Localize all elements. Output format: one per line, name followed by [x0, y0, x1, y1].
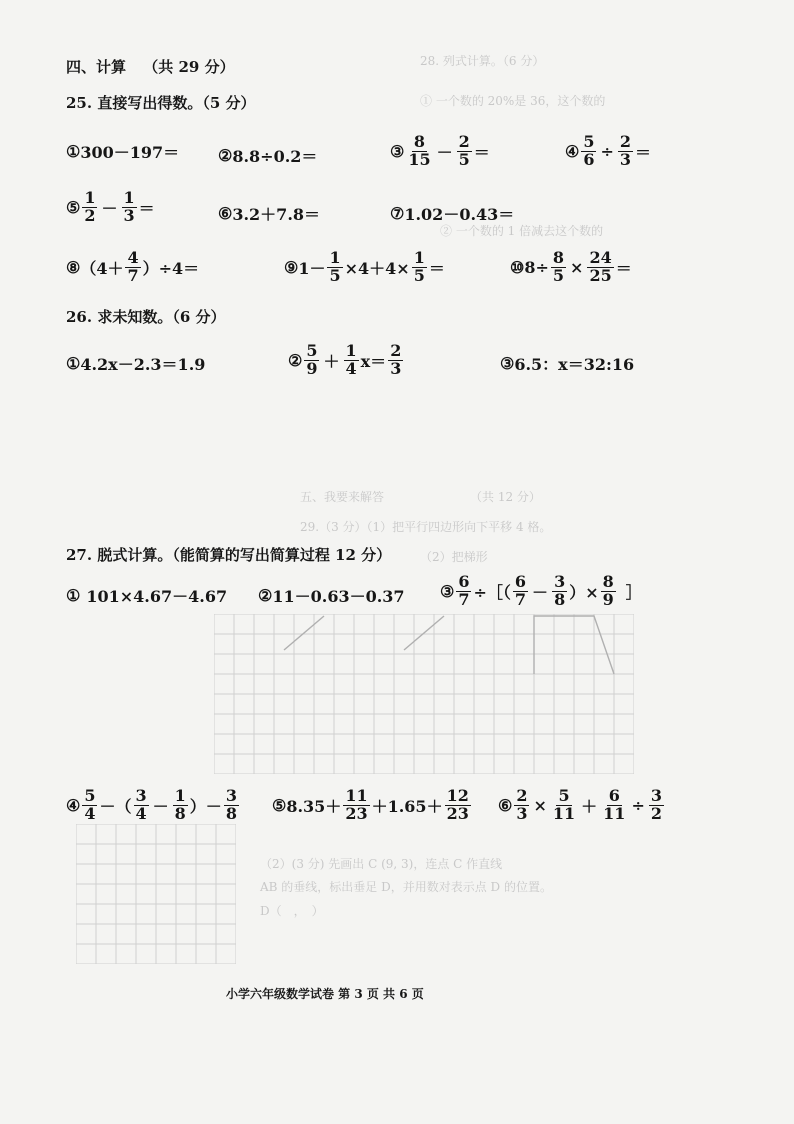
bleed-grid-small [76, 824, 236, 964]
bleed-text-5: （共 12 分） [470, 490, 541, 504]
fraction: $\frac{1}{8}$ [174, 786, 186, 823]
fraction: $\frac{8}{9}$ [602, 572, 614, 609]
bleed-text-6: 29.（3 分）（1）把平行四边形向下平移 4 格。 [300, 520, 552, 534]
q27-item-3: ③ $\frac{6}{7}$ ÷［（ $\frac{6}{7}$ － $\frac{3}{8}$ ）× $\frac{8}{9}$ ］ [440, 572, 642, 609]
q25-item-6: ⑥ 3.2＋7.8＝ [218, 204, 321, 224]
fraction: $\frac{8}{15}$ [408, 132, 431, 169]
bleed-text-3: ② 一个数的 1 倍减去这个数的 [440, 224, 604, 238]
q26-title: 26. 求未知数。（6 分） [66, 308, 226, 326]
q25-item-4: ④ $\frac{5}{6}$ ÷ $\frac{2}{3}$ ＝ [565, 132, 652, 169]
fraction: $\frac{24}{25}$ [589, 248, 612, 285]
q25-item-7: ⑦ 1.02－0.43＝ [390, 204, 515, 224]
q27-item-2: ② 11－0.63－0.37 [258, 586, 405, 606]
fraction: $\frac{6}{7}$ [458, 572, 470, 609]
fraction: $\frac{1}{3}$ [123, 188, 135, 225]
fraction: $\frac{3}{8}$ [554, 572, 566, 609]
bleed-text-7: （2）把梯形 [420, 550, 488, 564]
bleed-text-8: （2）(3 分) 先画出 C (9, 3)，连点 C 作直线 [260, 857, 503, 871]
fraction: $\frac{11}{23}$ [345, 786, 368, 823]
section-title: 四、计算 [66, 58, 127, 76]
fraction: $\frac{3}{4}$ [135, 786, 147, 823]
fraction: $\frac{1}{5}$ [329, 248, 341, 285]
q25-item-3: ③ $\frac{8}{15}$ － $\frac{2}{5}$ ＝ [390, 132, 490, 169]
page-footer: 小学六年级数学试卷 第 3 页 共 6 页 [226, 987, 424, 1001]
bleed-text-1: 28. 列式计算。（6 分） [420, 54, 545, 68]
q25-item-10: ⑩ 8÷ $\frac{8}{5}$ × $\frac{24}{25}$ ＝ [510, 248, 632, 285]
fraction: $\frac{2}{3}$ [516, 786, 528, 823]
q27-item-6: ⑥ $\frac{2}{3}$ × $\frac{5}{11}$ ＋ $\frac{6}{11}$ ÷ $\frac{3}{2}$ [498, 786, 662, 823]
fraction: $\frac{4}{7}$ [127, 248, 139, 285]
q25-item-8: ⑧ （4＋ $\frac{4}{7}$ ）÷4＝ [66, 248, 200, 285]
fraction: $\frac{3}{2}$ [650, 786, 662, 823]
bleed-text-10: D（ ， ） [260, 904, 324, 918]
fraction: $\frac{6}{11}$ [603, 786, 626, 823]
q26-item-3: ③ 6.5：x＝32:16 [500, 354, 635, 374]
fraction: $\frac{12}{23}$ [446, 786, 469, 823]
fraction: $\frac{1}{4}$ [345, 341, 357, 378]
fraction: $\frac{5}{6}$ [583, 132, 595, 169]
q25-item-2: ② 8.8÷0.2＝ [218, 146, 318, 166]
fraction: $\frac{6}{7}$ [514, 572, 527, 609]
q25-item-9: ⑨ 1－ $\frac{1}{5}$ ×4＋4× $\frac{1}{5}$ ＝ [284, 248, 445, 285]
q27-item-1: ① 101×4.67－4.67 [66, 586, 228, 606]
q27-item-4: ④ $\frac{5}{4}$ －（ $\frac{3}{4}$ － $\frac{1}{8}$ ）－ $\frac{3}{8}$ [66, 786, 237, 823]
bleed-text-9: AB 的垂线，标出垂足 D，并用数对表示点 D 的位置。 [260, 880, 552, 894]
fraction: $\frac{2}{3}$ [619, 132, 632, 169]
fraction: $\frac{5}{4}$ [84, 786, 96, 823]
q27-title: 27. 脱式计算。（能简算的写出简算过程 12 分） [66, 546, 392, 564]
bleed-text-4: 五、我要来解答 [300, 490, 385, 504]
fraction: $\frac{1}{5}$ [413, 248, 425, 285]
q27-item-5: ⑤ 8.35＋ $\frac{11}{23}$ ＋1.65＋ $\frac{12}{23}$ [272, 786, 469, 823]
fraction: $\frac{1}{2}$ [84, 188, 96, 225]
q25-item-1: ① 300－197＝ [66, 142, 180, 162]
fraction: $\frac{8}{5}$ [552, 248, 565, 285]
fraction: $\frac{3}{8}$ [225, 786, 237, 823]
bleed-text-2: ① 一个数的 20%是 36，这个数的 [420, 94, 606, 108]
fraction: $\frac{5}{11}$ [552, 786, 576, 823]
bleed-grid-large [214, 614, 634, 774]
fraction: $\frac{2}{3}$ [390, 341, 402, 378]
q25-item-5: ⑤ $\frac{1}{2}$ － $\frac{1}{3}$ ＝ [66, 188, 155, 225]
q25-title: 25. 直接写出得数。（5 分） [66, 94, 256, 112]
q26-item-2: ② $\frac{5}{9}$ ＋ $\frac{1}{4}$ x＝ $\frac{2}{3}$ [288, 341, 402, 378]
fraction: $\frac{2}{5}$ [458, 132, 470, 169]
fraction: $\frac{5}{9}$ [306, 341, 318, 378]
q26-item-1: ① 4.2x－2.3＝1.9 [66, 354, 206, 374]
section-points: （共 29 分） [143, 58, 235, 76]
section-header [66, 56, 235, 77]
